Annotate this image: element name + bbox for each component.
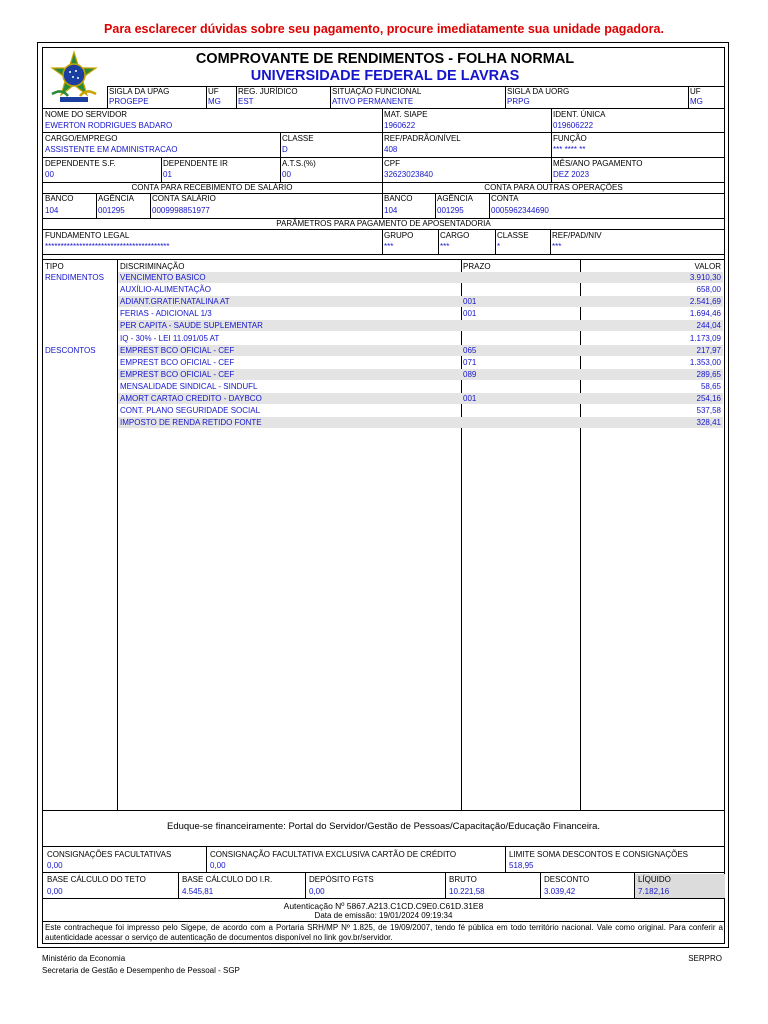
payment-notice: Para esclarecer dúvidas sobre seu pagamento, procure imediatamente sua unidade pagadora. [104,22,664,36]
dep-sf-value: 00 [45,170,54,179]
apos-cargo-value: *** [440,242,450,251]
row-valor: 1.173,09 [689,333,721,343]
mes-ano-label: MÊS/ANO PAGAMENTO [553,159,643,168]
cpf-label: CPF [384,159,400,168]
nome-value: EWERTON RODRIGUES BADARO [45,121,173,130]
fgts-value: 0,00 [309,887,325,896]
row-discriminacao: VENCIMENTO BASICO [120,273,206,282]
base-teto-label: BASE CÁLCULO DO TETO [47,875,146,884]
row-discriminacao: IQ - 30% - LEI 11.091/05 AT [120,333,220,343]
row-valor: 658,00 [696,285,721,295]
reg-juridico-value: EST [238,97,254,106]
desconto-value: 3.039,42 [544,887,576,896]
conta-salario-section: CONTA PARA RECEBIMENTO DE SALÁRIO [131,183,293,192]
row-discriminacao: CONT. PLANO SEGURIDADE SOCIAL [120,406,261,416]
ats-label: A.T.S.(%) [282,159,316,168]
mat-siape-label: MAT. SIAPE [384,110,428,119]
conta-outras-label: CONTA [491,194,519,203]
document-title: COMPROVANTE DE RENDIMENTOS - FOLHA NORMAL [195,51,575,67]
row-discriminacao: AMORT CARTAO CREDITO - DAYBCO [120,394,262,403]
bruto-value: 10.221,58 [449,887,485,896]
dep-ir-value: 01 [163,170,172,179]
conta-salario-label: CONTA SALÁRIO [152,194,216,203]
base-teto-value: 0,00 [47,887,63,896]
banco-salario-label: BANCO [45,194,74,203]
sigla-uorg-label: SIGLA DA UORG [507,87,570,96]
row-valor: 244,04 [696,321,721,331]
institution-name: UNIVERSIDADE FEDERAL DE LAVRAS [250,68,520,84]
discriminacao-header: DISCRIMINAÇÃO [120,262,185,271]
row-discriminacao: ADIANT.GRATIF.NATALINA AT [120,297,230,307]
sigla-uorg-value: PRPG [507,97,530,106]
fundamento-label: FUNDAMENTO LEGAL [45,231,130,240]
row-prazo: 071 [463,357,477,367]
banco-outras-label: BANCO [384,194,413,203]
agencia-salario-value: 001295 [98,206,125,215]
agencia-outras-value: 001295 [437,206,464,215]
conta-salario-value: 0009998851977 [152,206,210,215]
row-valor: 328,41 [696,418,721,428]
fundamento-value: **************************************** [45,242,170,251]
base-ir-label: BASE CÁLCULO DO I.R. [182,875,273,884]
secretaria: Secretaria de Gestão e Desempenho de Pessoal - SGP [42,966,240,975]
serpro: SERPRO [688,954,722,963]
dep-sf-label: DEPENDENTE S.F. [45,159,116,168]
row-valor: 537,58 [696,406,721,416]
nome-label: NOME DO SERVIDOR [45,110,128,119]
uf-label: UF [208,87,219,96]
consig-exclusiva-value: 0,00 [210,861,226,870]
conta-outras-section: CONTA PARA OUTRAS OPERAÇÕES [484,183,623,192]
fgts-label: DEPÓSITO FGTS [309,875,374,884]
bruto-label: BRUTO [449,875,477,884]
row-discriminacao: IMPOSTO DE RENDA RETIDO FONTE [120,418,262,428]
row-discriminacao: MENSALIDADE SINDICAL - SINDUFL [120,381,258,391]
row-valor: 1.694,46 [689,309,721,319]
funcao-value: *** **** ** [553,145,586,154]
banco-salario-value: 104 [45,206,59,215]
limite-label: LIMITE SOMA DESCONTOS E CONSIGNAÇÕES [509,850,688,859]
row-prazo: 001 [463,297,477,307]
agencia-outras-label: AGÊNCIA [437,194,474,203]
cpf-value: 32623023840 [384,170,433,179]
row-prazo: 089 [463,369,477,379]
agencia-salario-label: AGÊNCIA [98,194,135,203]
liquido-value: 7.182,16 [638,887,670,896]
prazo-header: PRAZO [463,262,491,271]
autenticacao: Autenticação Nº 5867.A213.C1CD.C9E0.C61D.31E8 [283,901,484,911]
sigla-upag-value: PROGEPE [109,97,149,106]
grupo-label: GRUPO [384,231,414,240]
funcao-label: FUNÇÃO [553,134,587,143]
ministerio: Ministério da Economia [42,954,126,963]
consig-exclusiva-label: CONSIGNAÇÃO FACULTATIVA EXCLUSIVA CARTÃO DE CRÉDITO [210,850,457,859]
apos-cargo-label: CARGO [440,231,470,240]
conta-outras-value: 0005962344690 [491,206,549,215]
row-discriminacao: FERIAS - ADICIONAL 1/3 [120,309,212,319]
sigla-upag-label: SIGLA DA UPAG [109,87,170,96]
uf-value: MG [208,97,221,106]
refpad-value: *** [552,242,562,251]
situacao-label: SITUAÇÃO FUNCIONAL [332,87,422,96]
disclaimer: Este contracheque foi impresso pelo Sigepe, de acordo com a Portaria SRH/MP Nº 1.825, de 19/09/2007, tendo fé pública em todo território nacional. Vale como original. Para conferir a autenticidade acessar o serviço de autenticação de documentos disponível no link gov.br/servidor. [45,923,723,942]
grupo-value: *** [384,242,394,251]
row-tipo: RENDIMENTOS [45,273,104,282]
uf-uorg-label: UF [690,87,701,96]
row-valor: 1.353,00 [689,357,721,367]
row-discriminacao: PER CAPITA - SAUDE SUPLEMENTAR [120,321,263,331]
ident-unica-label: IDENT. ÚNICA [553,110,606,119]
limite-value: 518,95 [509,861,534,870]
row-discriminacao: EMPREST BCO OFICIAL - CEF [120,357,235,367]
desconto-label: DESCONTO [544,875,590,884]
ident-unica-value: 019606222 [553,121,594,130]
row-valor: 254,16 [696,394,721,403]
consig-facultativas-label: CONSIGNAÇÕES FACULTATIVAS [47,850,172,859]
row-discriminacao: EMPREST BCO OFICIAL - CEF [120,345,235,355]
row-prazo: 001 [463,309,477,319]
row-valor: 2.541,69 [689,297,721,307]
classe-value: D [282,145,288,154]
apos-classe-value: * [497,242,501,251]
mes-ano-value: DEZ 2023 [553,170,590,179]
ats-value: 00 [282,170,291,179]
uf-uorg-value: MG [690,97,703,106]
liquido-label: LÍQUIDO [638,875,671,884]
cargo-label: CARGO/EMPREGO [45,134,118,143]
cargo-value: ASSISTENTE EM ADMINISTRACAO [45,145,178,154]
mat-siape-value: 1960622 [384,121,416,130]
classe-label: CLASSE [282,134,314,143]
row-valor: 289,65 [696,369,721,379]
row-prazo: 001 [463,394,477,403]
data-emissao: Data de emissão: 19/01/2024 09:19:34 [314,911,453,920]
row-prazo: 065 [463,345,477,355]
row-valor: 217,97 [696,345,721,355]
banco-outras-value: 104 [384,206,398,215]
tipo-header: TIPO [45,262,64,271]
base-ir-value: 4.545,81 [182,887,214,896]
dep-ir-label: DEPENDENTE IR [163,159,228,168]
situacao-value: ATIVO PERMANENTE [332,97,414,106]
row-valor: 58,65 [700,381,721,391]
ref-padrao-label: REF/PADRÃO/NÍVEL [384,134,461,143]
reg-juridico-label: REG. JURÍDICO [238,87,298,96]
row-discriminacao: AUXÍLIO-ALIMENTAÇÃO [120,285,211,295]
row-discriminacao: EMPREST BCO OFICIAL - CEF [120,369,235,379]
row-valor: 3.910,30 [689,273,721,282]
ref-padrao-value: 408 [384,145,398,154]
refpad-label: REF/PAD/NIV [552,231,602,240]
row-tipo: DESCONTOS [45,345,96,355]
educacao-text: Eduque-se financeiramente: Portal do Servidor/Gestão de Pessoas/Capacitação/Educação Financeira. [166,821,601,832]
consig-facultativas-value: 0,00 [47,861,63,870]
valor-header: VALOR [694,262,721,271]
aposentadoria-section: PARÂMETROS PARA PAGAMENTO DE APOSENTADORIA [276,219,491,228]
apos-classe-label: CLASSE [497,231,529,240]
